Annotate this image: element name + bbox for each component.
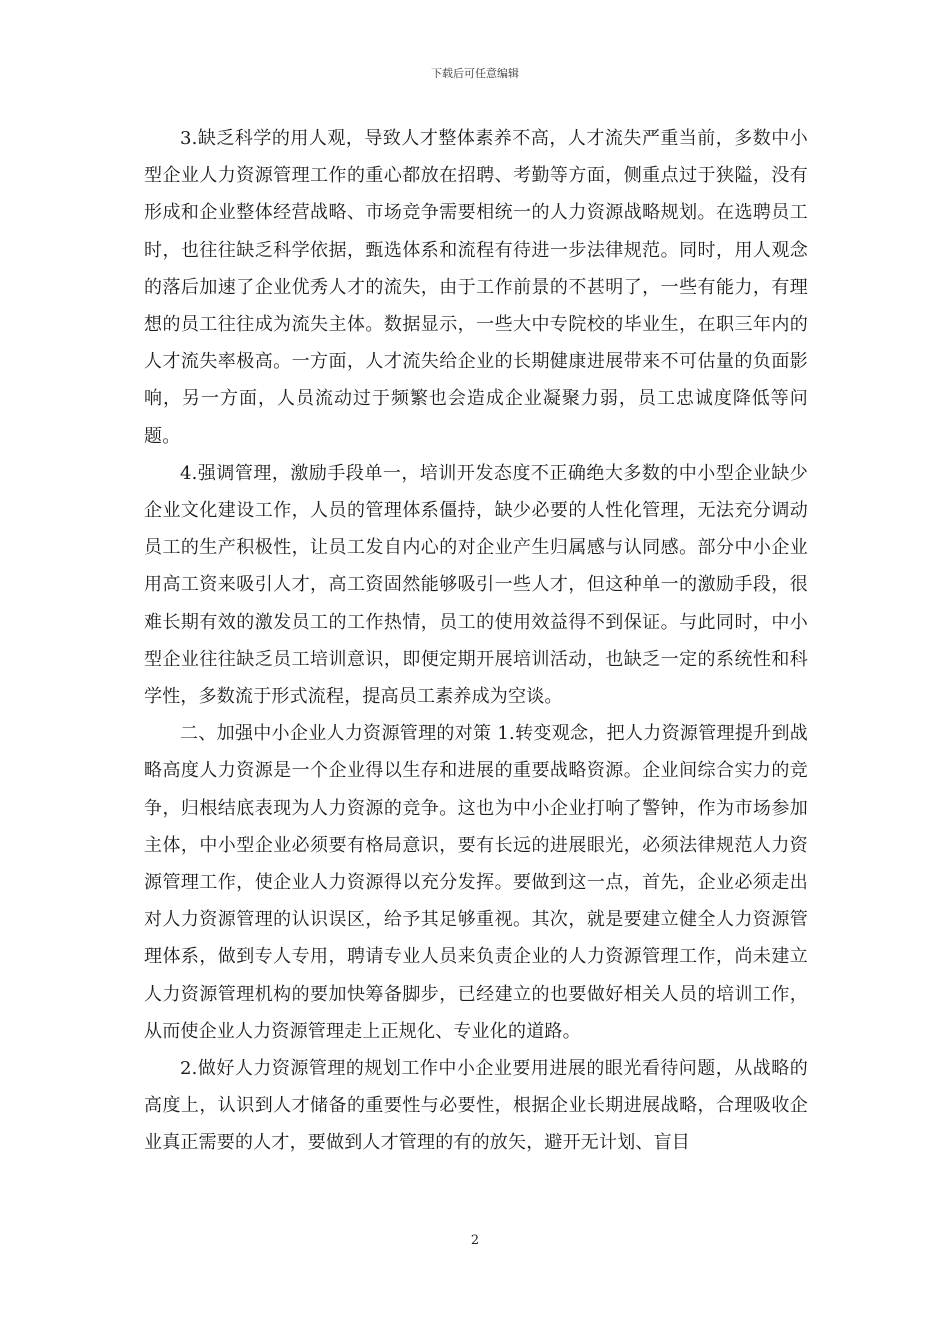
paragraph-item-3: 3.缺乏科学的用人观，导致人才整体素养不高，人才流失严重当前，多数中小型企业人力资源管理工作的重心都放在招聘、考勤等方面，侧重点过于狭隘，没有形成和企业整体经营战略、市场竞争需要相统一的人力资源战略规划。在选聘员工时，也往往缺乏科学依据，甄选体系和流程有待进一步法律规范。同时，用人观念的落后加速了企业优秀人才的流失，由于工作前景的不甚明了，一些有能力，有理想的员工往往成为流失主体。数据显示，一些大中专院校的毕业生，在职三年内的人才流失率极高。一方面，人才流失给企业的长期健康进展带来不可估量的负面影响，另一方面，人员流动过于频繁也会造成企业凝聚力弱，员工忠诚度降低等问题。	[144, 128, 808, 447]
paragraph-item-2: 2.做好人力资源管理的规划工作中小企业要用进展的眼光看待问题，从战略的高度上，认识到人才储备的重要性与必要性，根据企业长期进展战略，合理吸收企业真正需要的人才，要做到人才管理的有的放矢，避开无计划、盲目	[144, 1058, 808, 1154]
paragraph-section-two: 二、加强中小企业人力资源管理的对策 1.转变观念，把人力资源管理提升到战略高度人力资源是一个企业得以生存和进展的重要战略资源。企业间综合实力的竞争，归根结底表现为人力资源的竞争。这也为中小企业打响了警钟，作为市场参加主体，中小型企业必须要有格局意识，要有长远的进展眼光，必须法律规范人力资源管理工作，使企业人力资源得以充分发挥。要做到这一点，首先，企业必须走出对人力资源管理的认识误区，给予其足够重视。其次，就是要建立健全人力资源管理体系，做到专人专用，聘请专业人员来负责企业的人力资源管理工作，尚未建立人力资源管理机构的要加快筹备脚步，已经建立的也要做好相关人员的培训工作，从而使企业人力资源管理走上正规化、专业化的道路。	[144, 723, 808, 1042]
paragraph-item-4: 4.强调管理，激励手段单一，培训开发态度不正确绝大多数的中小型企业缺少企业文化建设工作，人员的管理体系僵持，缺少必要的人性化管理，无法充分调动员工的生产积极性，让员工发自内心的对企业产生归属感与认同感。部分中小企业用高工资来吸引人才，高工资固然能够吸引一些人才，但这种单一的激励手段，很难长期有效的激发员工的工作热情，员工的使用效益得不到保证。与此同时，中小型企业往往缺乏员工培训意识，即便定期开展培训活动，也缺乏一定的系统性和科学性，多数流于形式流程，提高员工素养成为空谈。	[144, 462, 808, 708]
page-header: 下载后可任意编辑	[431, 67, 519, 80]
page-number: 2	[470, 1233, 480, 1248]
body-text	[144, 120, 808, 1162]
